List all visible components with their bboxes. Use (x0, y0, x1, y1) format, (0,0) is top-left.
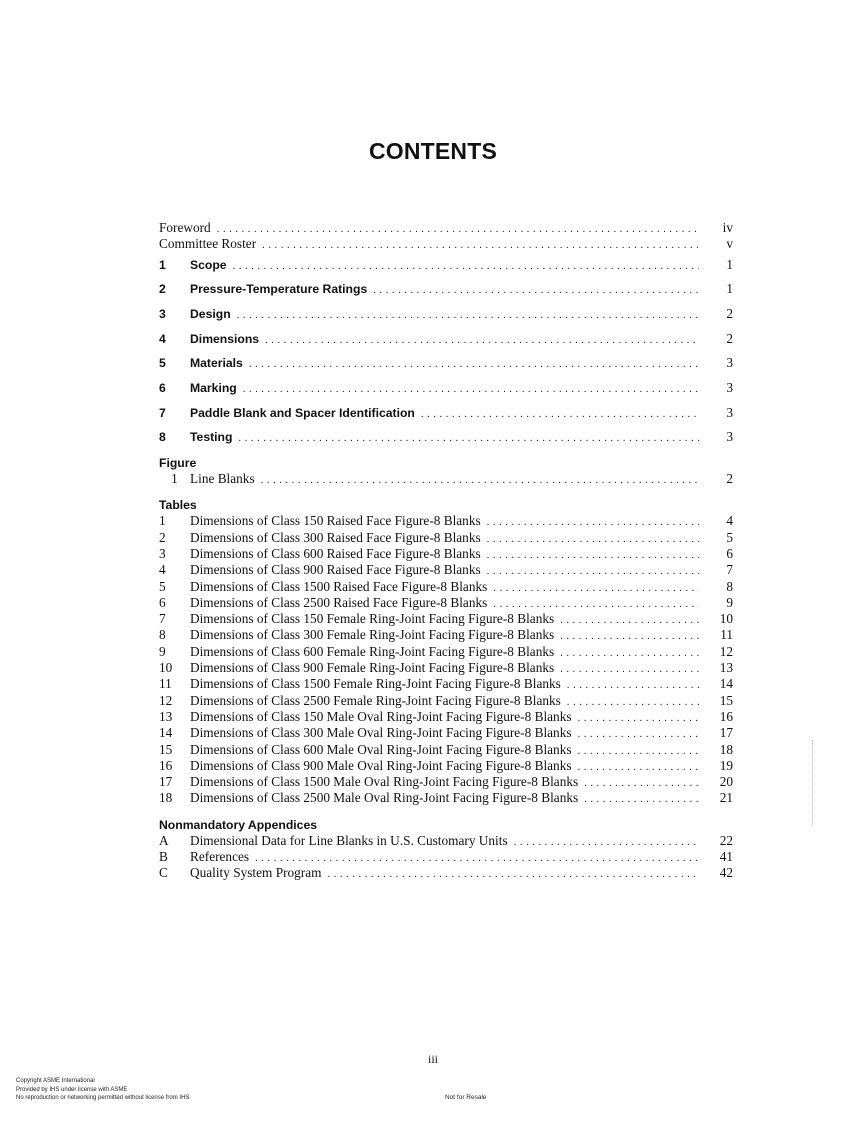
toc-table-label: Dimensions of Class 2500 Raised Face Figure-8 Blanks (190, 594, 488, 610)
toc-entry-page: 9 (726, 594, 733, 610)
toc-section-number: 5 (159, 356, 166, 371)
toc-section[interactable] (159, 302, 735, 327)
toc-entry-page: 6 (726, 545, 733, 561)
toc-table-number: 8 (159, 627, 166, 643)
toc-table-label: Dimensions of Class 600 Male Oval Ring-Joint Facing Figure-8 Blanks (190, 741, 572, 757)
toc-appendix-number: C (159, 865, 168, 881)
toc-table-label: Dimensions of Class 1500 Female Ring-Joint Facing Figure-8 Blanks (190, 676, 561, 692)
toc-figure-label: Line Blanks (190, 471, 255, 487)
footer-line: Copyright ASME International (16, 1078, 95, 1084)
appendices-heading: Nonmandatory Appendices (159, 817, 318, 832)
toc-entry-page: 2 (726, 327, 733, 352)
toc-section[interactable] (159, 425, 735, 450)
toc-table-label: Dimensions of Class 300 Raised Face Figure-8 Blanks (190, 529, 481, 545)
toc-appendix[interactable] (159, 865, 735, 881)
toc-entry-committee-roster[interactable] (159, 236, 735, 252)
toc-appendix-label: Dimensional Data for Line Blanks in U.S. Customary Units (190, 832, 508, 848)
toc-table-number: 3 (159, 545, 166, 561)
tables-list (159, 513, 735, 806)
toc-figure[interactable] (159, 471, 735, 487)
toc-table-number: 6 (159, 594, 166, 610)
toc-entry-page: 8 (726, 578, 733, 594)
toc-entry-page: 21 (719, 790, 733, 806)
toc-entry-page: 1 (726, 253, 733, 278)
toc-table-number: 17 (159, 774, 173, 790)
toc-table-label: Dimensions of Class 300 Male Oval Ring-Joint Facing Figure-8 Blanks (190, 725, 572, 741)
toc-entry-page: 16 (719, 708, 733, 724)
toc-entry-page: 3 (726, 425, 733, 450)
toc-table-label: Dimensions of Class 900 Raised Face Figure-8 Blanks (190, 562, 481, 578)
appendices-list (159, 833, 735, 882)
toc-table-label: Dimensions of Class 150 Female Ring-Joint Facing Figure-8 Blanks (190, 611, 555, 627)
toc-table-number: 13 (159, 708, 173, 724)
toc-entry-page: 13 (719, 660, 733, 676)
footer-line: Provided by IHS under license with ASME (16, 1086, 128, 1093)
toc-appendix-label: Quality System Program (190, 865, 322, 881)
toc-table[interactable] (159, 693, 735, 709)
toc-entry-page: 22 (719, 832, 733, 848)
toc-entry-page: 1 (726, 277, 733, 302)
toc-entry-page: 7 (726, 562, 733, 578)
toc-table-label: Dimensions of Class 600 Raised Face Figure-8 Blanks (190, 545, 481, 561)
toc-section-number: 2 (159, 282, 166, 297)
toc-section-label: Marking (190, 381, 237, 396)
toc-table[interactable] (159, 546, 735, 562)
copyright-footer (16, 1077, 189, 1103)
toc-table-number: 4 (159, 562, 166, 578)
toc-entry-page: 12 (719, 643, 733, 659)
not-for-resale-label: Not for Resale (445, 1094, 487, 1101)
toc-section-number: 6 (159, 381, 166, 396)
toc-table-number: 9 (159, 643, 166, 659)
toc-appendix[interactable] (159, 849, 735, 865)
toc-table-number: 14 (159, 725, 173, 741)
toc-entry-page: 42 (719, 865, 733, 881)
toc-section-number: 8 (159, 430, 166, 445)
toc-section[interactable] (159, 351, 735, 376)
toc-table-number: 7 (159, 611, 166, 627)
toc-entry-page: v (726, 236, 733, 252)
toc-table[interactable] (159, 676, 735, 692)
toc-table-number: 15 (159, 741, 173, 757)
toc-section-number: 1 (159, 257, 166, 272)
toc-entry-page: 41 (719, 849, 733, 865)
toc-table-label: Dimensions of Class 300 Female Ring-Joint Facing Figure-8 Blanks (190, 627, 555, 643)
toc-table[interactable] (159, 627, 735, 643)
toc-table-label: Dimensions of Class 1500 Raised Face Figure-8 Blanks (190, 578, 488, 594)
toc-table[interactable] (159, 790, 735, 806)
toc-table[interactable] (159, 562, 735, 578)
toc-appendix-number: B (159, 849, 168, 865)
toc-section[interactable] (159, 376, 735, 401)
toc-entry-page: 20 (719, 774, 733, 790)
toc-section-label: Scope (190, 257, 227, 272)
side-margin-mark (812, 740, 821, 826)
toc-section-label: Materials (190, 356, 243, 371)
toc-table[interactable] (159, 758, 735, 774)
toc-entry-foreword[interactable] (159, 220, 735, 236)
toc-section-label: Testing (190, 430, 233, 445)
toc-table-number: 1 (159, 513, 166, 529)
toc-entry-page: 15 (719, 692, 733, 708)
toc-entry-page: 17 (719, 725, 733, 741)
toc-table-number: 10 (159, 660, 173, 676)
table-of-contents (159, 220, 735, 882)
toc-table-number: 2 (159, 529, 166, 545)
toc-section-number: 4 (159, 331, 166, 346)
toc-appendix-label: References (190, 849, 250, 865)
toc-table-label: Dimensions of Class 1500 Male Oval Ring-Joint Facing Figure-8 Blanks (190, 774, 579, 790)
toc-table[interactable] (159, 579, 735, 595)
toc-section[interactable] (159, 327, 735, 352)
toc-entry-page: 4 (726, 513, 733, 529)
toc-entry-page: 19 (719, 757, 733, 773)
toc-entry-page: 2 (726, 471, 733, 487)
toc-table[interactable] (159, 774, 735, 790)
toc-table-number: 11 (159, 676, 172, 692)
toc-figure-number: 1 (171, 471, 178, 487)
toc-table[interactable] (159, 742, 735, 758)
toc-section[interactable] (159, 253, 735, 278)
toc-section-number: 3 (159, 306, 166, 321)
toc-entry-page: 3 (726, 401, 733, 426)
toc-section-number: 7 (159, 405, 166, 420)
toc-entry-page: 2 (726, 302, 733, 327)
toc-section[interactable] (159, 277, 735, 302)
toc-table[interactable] (159, 660, 735, 676)
toc-table-label: Dimensions of Class 900 Male Oval Ring-Joint Facing Figure-8 Blanks (190, 757, 572, 773)
toc-section[interactable] (159, 401, 735, 426)
toc-entry-page: 3 (726, 376, 733, 401)
toc-entry-page: 3 (726, 351, 733, 376)
toc-table-number: 18 (159, 790, 173, 806)
toc-table[interactable] (159, 644, 735, 660)
toc-table[interactable] (159, 709, 735, 725)
toc-table[interactable] (159, 595, 735, 611)
toc-section-label: Paddle Blank and Spacer Identification (190, 405, 415, 420)
toc-entry-page: 14 (719, 676, 733, 692)
page-number: iii (427, 1052, 438, 1066)
toc-table-label: Dimensions of Class 2500 Male Oval Ring-Joint Facing Figure-8 Blanks (190, 790, 579, 806)
toc-table[interactable] (159, 611, 735, 627)
toc-section-label: Dimensions (190, 331, 260, 346)
footer-line: No reproduction or networking permitted without license from IHS (16, 1095, 190, 1101)
toc-entry-label: Committee Roster (159, 236, 259, 251)
toc-entry-page: 10 (719, 611, 733, 627)
toc-entry-page: 11 (720, 627, 733, 643)
tables-heading: Tables (159, 498, 197, 513)
toc-table[interactable] (159, 725, 735, 741)
toc-section-label: Design (190, 306, 231, 321)
figures-heading: Figure (159, 456, 197, 471)
toc-entry-page: 18 (719, 741, 733, 757)
toc-appendix-number: A (159, 832, 169, 848)
toc-table-label: Dimensions of Class 150 Raised Face Figure-8 Blanks (190, 513, 481, 529)
toc-table-number: 5 (159, 578, 166, 594)
toc-section-label: Pressure-Temperature Ratings (190, 282, 368, 297)
toc-appendix[interactable] (159, 833, 735, 849)
toc-table-number: 16 (159, 757, 173, 773)
toc-table[interactable] (159, 513, 735, 529)
toc-entry-page: iv (722, 220, 733, 235)
toc-table-label: Dimensions of Class 600 Female Ring-Joint Facing Figure-8 Blanks (190, 643, 555, 659)
page-title: CONTENTS (368, 138, 498, 164)
toc-table-number: 12 (159, 692, 173, 708)
toc-entry-label: Foreword (159, 220, 214, 235)
toc-entry-page: 5 (726, 529, 733, 545)
toc-table-label: Dimensions of Class 2500 Female Ring-Joint Facing Figure-8 Blanks (190, 692, 561, 708)
toc-table-label: Dimensions of Class 150 Male Oval Ring-Joint Facing Figure-8 Blanks (190, 708, 572, 724)
toc-table-label: Dimensions of Class 900 Female Ring-Joint Facing Figure-8 Blanks (190, 660, 555, 676)
toc-table[interactable] (159, 530, 735, 546)
